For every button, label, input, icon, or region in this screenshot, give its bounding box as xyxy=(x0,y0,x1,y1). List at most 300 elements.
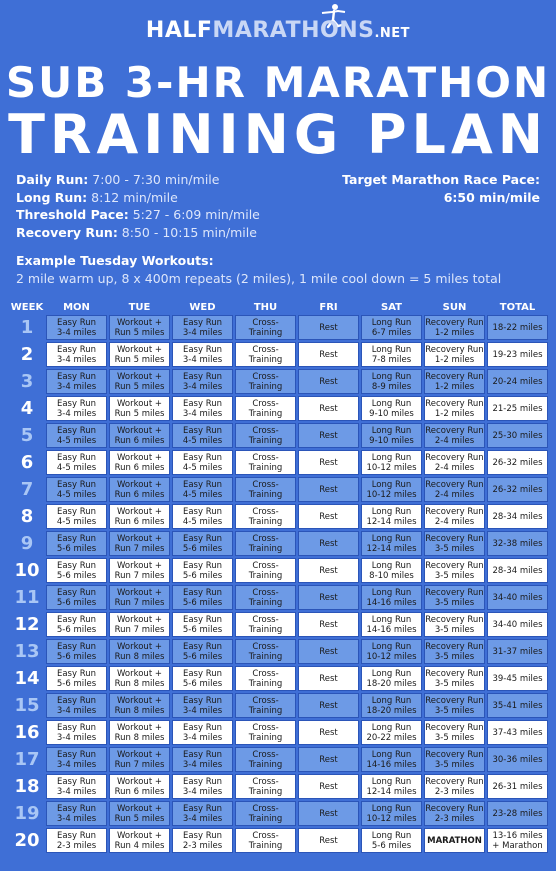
cell-line: Easy Run xyxy=(56,344,97,355)
cell-line: Training xyxy=(248,381,283,392)
cell-thu xyxy=(235,693,296,718)
cell-line: Easy Run xyxy=(182,506,223,517)
cell-tue xyxy=(109,369,170,394)
pace-value: 8:12 min/mile xyxy=(87,189,178,205)
cell-line: Long Run xyxy=(371,587,412,598)
cell-total xyxy=(487,801,548,826)
cell-line: 2-3 miles xyxy=(56,840,97,851)
cell-wed xyxy=(172,531,233,556)
cell-line: Training xyxy=(248,489,283,500)
cell-line: Recovery Run xyxy=(425,398,484,409)
logo-part-net: .NET xyxy=(374,26,411,41)
cell-line: Training xyxy=(248,705,283,716)
cell-tue xyxy=(109,558,170,583)
cell-sun xyxy=(424,801,485,826)
page-title-line1: SUB 3-HR MARATHON xyxy=(5,58,551,107)
cell-line: Long Run xyxy=(371,317,412,328)
cell-line: 1-2 miles xyxy=(434,354,475,365)
cell-fri xyxy=(298,720,359,745)
cell-line: Rest xyxy=(319,457,338,468)
cell-line: 14-16 miles xyxy=(366,759,417,770)
target-pace-label: Target Marathon Race Pace: xyxy=(342,172,540,187)
table-row xyxy=(10,504,548,529)
cell-line: Recovery Run xyxy=(425,425,484,436)
cell-line: 3-4 miles xyxy=(56,759,97,770)
cell-line: Easy Run xyxy=(182,479,223,490)
cell-line: Easy Run xyxy=(56,587,97,598)
cell-thu xyxy=(235,747,296,772)
cell-line: 18-20 miles xyxy=(366,705,417,716)
cell-line: Easy Run xyxy=(56,641,97,652)
week-number: 2 xyxy=(20,344,34,365)
site-logo[interactable] xyxy=(0,18,556,43)
cell-thu xyxy=(235,801,296,826)
cell-thu xyxy=(235,585,296,610)
cell-sun xyxy=(424,477,485,502)
cell-line: Recovery Run xyxy=(425,533,484,544)
cell-line: Workout + xyxy=(117,425,162,436)
cell-line: Workout + xyxy=(117,803,162,814)
column-header: MON xyxy=(63,302,90,313)
cell-line: Easy Run xyxy=(56,317,97,328)
cell-line: Easy Run xyxy=(56,560,97,571)
cell-fri xyxy=(298,558,359,583)
table-row xyxy=(10,828,548,853)
cell-line: Easy Run xyxy=(56,506,97,517)
cell-sat xyxy=(361,720,422,745)
cell-tue xyxy=(109,639,170,664)
cell-line: 26-32 miles xyxy=(492,484,543,495)
cell-line: 5-6 miles xyxy=(56,543,97,554)
cell-line: Run 8 miles xyxy=(114,678,165,689)
cell-sat xyxy=(361,585,422,610)
cell-line: Recovery Run xyxy=(425,641,484,652)
cell-sat xyxy=(361,315,422,340)
cell-line: Rest xyxy=(319,808,338,819)
cell-wed xyxy=(172,612,233,637)
cell-mon xyxy=(46,315,107,340)
column-header: SAT xyxy=(381,302,402,313)
cell-line: Easy Run xyxy=(182,722,223,733)
cell-line: Training xyxy=(248,759,283,770)
cell-line: Workout + xyxy=(117,398,162,409)
cell-line: Run 6 miles xyxy=(114,435,165,446)
cell-line: Workout + xyxy=(117,641,162,652)
cell-line: Easy Run xyxy=(182,425,223,436)
example-workout xyxy=(16,252,501,287)
cell-wed xyxy=(172,801,233,826)
cell-line: Long Run xyxy=(371,344,412,355)
cell-line: 3-4 miles xyxy=(182,732,223,743)
table-row xyxy=(10,477,548,502)
cell-line: Cross- xyxy=(252,803,279,814)
cell-mon xyxy=(46,585,107,610)
cell-line: 3-4 miles xyxy=(182,381,223,392)
cell-total xyxy=(487,315,548,340)
cell-line: Easy Run xyxy=(56,803,97,814)
cell-sat xyxy=(361,828,422,853)
cell-line: 8-10 miles xyxy=(369,570,414,581)
cell-line: Workout + xyxy=(117,614,162,625)
cell-line: Easy Run xyxy=(56,695,97,706)
cell-line: 2-3 miles xyxy=(434,813,475,824)
week-number: 9 xyxy=(20,533,34,554)
example-text: 2 mile warm up, 8 x 400m repeats (2 miles), 1 mile cool down = 5 miles total xyxy=(16,270,502,286)
table-row xyxy=(10,747,548,772)
table-row xyxy=(10,342,548,367)
cell-sat xyxy=(361,693,422,718)
cell-line: 3-5 miles xyxy=(434,624,475,635)
cell-line: Training xyxy=(248,813,283,824)
week-number: 12 xyxy=(14,614,40,635)
cell-line: Training xyxy=(248,435,283,446)
cell-line: Run 5 miles xyxy=(114,408,165,419)
cell-thu xyxy=(235,639,296,664)
cell-line: 19-23 miles xyxy=(492,349,543,360)
cell-line: 3-4 miles xyxy=(182,354,223,365)
pace-threshold xyxy=(16,206,260,224)
cell-line: 30-36 miles xyxy=(492,754,543,765)
cell-line: 2-4 miles xyxy=(434,462,475,473)
cell-line: Cross- xyxy=(252,398,279,409)
week-number: 6 xyxy=(20,452,34,473)
cell-sun xyxy=(424,423,485,448)
cell-tue xyxy=(109,801,170,826)
table-row xyxy=(10,396,548,421)
cell-fri xyxy=(298,423,359,448)
cell-wed xyxy=(172,450,233,475)
cell-line: Workout + xyxy=(117,371,162,382)
cell-line: 8-9 miles xyxy=(371,381,412,392)
cell-line: 14-16 miles xyxy=(366,624,417,635)
cell-line: Long Run xyxy=(371,479,412,490)
cell-line: Run 7 miles xyxy=(114,597,165,608)
cell-total xyxy=(487,369,548,394)
cell-line: Workout + xyxy=(117,722,162,733)
cell-line: 3-4 miles xyxy=(56,705,97,716)
cell-line: Training xyxy=(248,651,283,662)
cell-line: Recovery Run xyxy=(425,371,484,382)
cell-line: 1-2 miles xyxy=(434,381,475,392)
example-heading: Example Tuesday Workouts: xyxy=(16,253,214,268)
logo-part-marathons: MARATHONS xyxy=(212,18,375,43)
cell-total xyxy=(487,396,548,421)
cell-line: 5-6 miles xyxy=(182,678,223,689)
cell-line: Cross- xyxy=(252,614,279,625)
cell-fri xyxy=(298,693,359,718)
cell-mon xyxy=(46,396,107,421)
cell-fri xyxy=(298,369,359,394)
table-row xyxy=(10,423,548,448)
pace-list xyxy=(16,171,260,241)
cell-line: 2-3 miles xyxy=(434,786,475,797)
pace-recovery-run xyxy=(16,224,260,242)
table-row xyxy=(10,315,548,340)
cell-line: 4-5 miles xyxy=(182,435,223,446)
cell-line: Rest xyxy=(319,619,338,630)
cell-line: Workout + xyxy=(117,479,162,490)
cell-line: Rest xyxy=(319,646,338,657)
cell-line: Cross- xyxy=(252,479,279,490)
cell-thu xyxy=(235,828,296,853)
cell-tue xyxy=(109,774,170,799)
cell-line: 34-40 miles xyxy=(492,592,543,603)
cell-total xyxy=(487,477,548,502)
cell-line: 32-38 miles xyxy=(492,538,543,549)
cell-line: 5-6 miles xyxy=(56,570,97,581)
cell-sat xyxy=(361,801,422,826)
cell-sat xyxy=(361,531,422,556)
cell-line: Recovery Run xyxy=(425,587,484,598)
cell-line: Easy Run xyxy=(56,722,97,733)
cell-thu xyxy=(235,450,296,475)
cell-line: Easy Run xyxy=(182,695,223,706)
cell-line: 18-20 miles xyxy=(366,678,417,689)
cell-line: Easy Run xyxy=(56,614,97,625)
cell-line: Long Run xyxy=(371,830,412,841)
cell-total xyxy=(487,720,548,745)
cell-line: 9-10 miles xyxy=(369,408,414,419)
cell-fri xyxy=(298,342,359,367)
cell-tue xyxy=(109,531,170,556)
column-header: TOTAL xyxy=(499,302,536,313)
column-header: TUE xyxy=(128,302,151,313)
cell-mon xyxy=(46,639,107,664)
cell-line: Easy Run xyxy=(56,830,97,841)
cell-tue xyxy=(109,666,170,691)
cell-mon xyxy=(46,342,107,367)
cell-line: Rest xyxy=(319,727,338,738)
cell-line: 9-10 miles xyxy=(369,435,414,446)
cell-wed xyxy=(172,315,233,340)
cell-wed xyxy=(172,342,233,367)
cell-line: + Marathon xyxy=(492,840,543,851)
cell-line: 6-7 miles xyxy=(371,327,412,338)
cell-line: Recovery Run xyxy=(425,749,484,760)
cell-total xyxy=(487,828,548,853)
cell-line: Easy Run xyxy=(56,452,97,463)
cell-line: Training xyxy=(248,354,283,365)
cell-line: Long Run xyxy=(371,722,412,733)
cell-line: Run 5 miles xyxy=(114,327,165,338)
cell-line: Rest xyxy=(319,673,338,684)
cell-sun xyxy=(424,828,485,853)
cell-mon xyxy=(46,801,107,826)
cell-thu xyxy=(235,342,296,367)
cell-sat xyxy=(361,612,422,637)
cell-line: Training xyxy=(248,462,283,473)
cell-line: 5-6 miles xyxy=(56,624,97,635)
cell-thu xyxy=(235,423,296,448)
cell-line: 4-5 miles xyxy=(56,462,97,473)
cell-line: 21-25 miles xyxy=(492,403,543,414)
cell-wed xyxy=(172,747,233,772)
cell-fri xyxy=(298,666,359,691)
cell-line: Rest xyxy=(319,403,338,414)
cell-wed xyxy=(172,504,233,529)
cell-total xyxy=(487,693,548,718)
cell-line: Cross- xyxy=(252,560,279,571)
cell-line: Easy Run xyxy=(56,749,97,760)
cell-line: Easy Run xyxy=(56,668,97,679)
cell-sun xyxy=(424,612,485,637)
cell-line: 39-45 miles xyxy=(492,673,543,684)
cell-thu xyxy=(235,477,296,502)
table-row xyxy=(10,558,548,583)
cell-line: Training xyxy=(248,786,283,797)
cell-tue xyxy=(109,612,170,637)
cell-sat xyxy=(361,666,422,691)
cell-line: 4-5 miles xyxy=(56,489,97,500)
cell-line: 4-5 miles xyxy=(182,516,223,527)
table-header-row xyxy=(10,302,548,313)
cell-thu xyxy=(235,396,296,421)
cell-line: Rest xyxy=(319,430,338,441)
cell-total xyxy=(487,531,548,556)
cell-line: 31-37 miles xyxy=(492,646,543,657)
column-header: FRI xyxy=(319,302,338,313)
cell-sat xyxy=(361,504,422,529)
cell-line: Easy Run xyxy=(56,533,97,544)
cell-line: Long Run xyxy=(371,506,412,517)
cell-total xyxy=(487,558,548,583)
cell-line: Long Run xyxy=(371,776,412,787)
cell-line: Recovery Run xyxy=(425,722,484,733)
cell-line: Run 8 miles xyxy=(114,732,165,743)
cell-line: Workout + xyxy=(117,587,162,598)
cell-line: Cross- xyxy=(252,506,279,517)
cell-line: Rest xyxy=(319,511,338,522)
cell-tue xyxy=(109,693,170,718)
cell-line: Training xyxy=(248,597,283,608)
cell-line: Rest xyxy=(319,349,338,360)
cell-line: Easy Run xyxy=(182,533,223,544)
cell-thu xyxy=(235,774,296,799)
cell-line: Recovery Run xyxy=(425,776,484,787)
cell-line: Recovery Run xyxy=(425,344,484,355)
cell-line: Workout + xyxy=(117,317,162,328)
table-row xyxy=(10,369,548,394)
cell-line: 7-8 miles xyxy=(371,354,412,365)
cell-line: 34-40 miles xyxy=(492,619,543,630)
cell-line: 3-4 miles xyxy=(182,408,223,419)
page-title-line2: TRAINING PLAN xyxy=(8,103,548,166)
cell-line: 10-12 miles xyxy=(366,813,417,824)
cell-line: Rest xyxy=(319,376,338,387)
pace-value: 7:00 - 7:30 min/mile xyxy=(88,172,220,187)
cell-wed xyxy=(172,396,233,421)
table-row xyxy=(10,666,548,691)
cell-total xyxy=(487,612,548,637)
pace-label: Long Run: xyxy=(16,189,88,205)
cell-thu xyxy=(235,612,296,637)
cell-line: 3-4 miles xyxy=(56,408,97,419)
cell-sun xyxy=(424,450,485,475)
cell-line: 3-4 miles xyxy=(56,732,97,743)
cell-line: Cross- xyxy=(252,317,279,328)
cell-sat xyxy=(361,369,422,394)
cell-line: 5-6 miles xyxy=(56,597,97,608)
cell-fri xyxy=(298,396,359,421)
cell-wed xyxy=(172,585,233,610)
cell-line: 12-14 miles xyxy=(366,786,417,797)
cell-line: Long Run xyxy=(371,452,412,463)
pace-value: 8:50 - 10:15 min/mile xyxy=(117,224,257,240)
cell-line: Workout + xyxy=(117,776,162,787)
cell-line: Recovery Run xyxy=(425,452,484,463)
cell-wed xyxy=(172,828,233,853)
cell-sun xyxy=(424,585,485,610)
cell-line: Workout + xyxy=(117,506,162,517)
cell-fri xyxy=(298,531,359,556)
cell-line: Run 7 miles xyxy=(114,759,165,770)
cell-line: Run 5 miles xyxy=(114,813,165,824)
table-row xyxy=(10,531,548,556)
cell-line: Easy Run xyxy=(56,371,97,382)
cell-line: 3-4 miles xyxy=(182,327,223,338)
cell-line: 5-6 miles xyxy=(56,651,97,662)
cell-wed xyxy=(172,423,233,448)
cell-line: 3-5 miles xyxy=(434,597,475,608)
cell-wed xyxy=(172,639,233,664)
cell-fri xyxy=(298,504,359,529)
week-number: 10 xyxy=(14,560,40,581)
week-number: 11 xyxy=(14,587,40,608)
cell-line: Easy Run xyxy=(182,803,223,814)
cell-wed xyxy=(172,693,233,718)
cell-line: Run 7 miles xyxy=(114,570,165,581)
cell-line: 1-2 miles xyxy=(434,327,475,338)
cell-line: Easy Run xyxy=(182,452,223,463)
week-number: 7 xyxy=(20,479,34,500)
cell-line: Rest xyxy=(319,538,338,549)
cell-thu xyxy=(235,720,296,745)
cell-line: Cross- xyxy=(252,425,279,436)
cell-line: 3-5 miles xyxy=(434,543,475,554)
cell-sat xyxy=(361,477,422,502)
cell-line: Workout + xyxy=(117,749,162,760)
pace-daily-run xyxy=(16,171,260,189)
cell-mon xyxy=(46,693,107,718)
cell-line: Easy Run xyxy=(182,776,223,787)
cell-tue xyxy=(109,477,170,502)
cell-sun xyxy=(424,693,485,718)
cell-line: 28-34 miles xyxy=(492,565,543,576)
cell-sat xyxy=(361,639,422,664)
cell-line: Long Run xyxy=(371,371,412,382)
cell-tue xyxy=(109,504,170,529)
cell-line: Run 6 miles xyxy=(114,462,165,473)
cell-tue xyxy=(109,828,170,853)
column-header: WED xyxy=(189,302,216,313)
cell-tue xyxy=(109,396,170,421)
cell-total xyxy=(487,504,548,529)
cell-sat xyxy=(361,423,422,448)
cell-line: Rest xyxy=(319,322,338,333)
cell-sun xyxy=(424,558,485,583)
week-number: 17 xyxy=(14,749,40,770)
cell-fri xyxy=(298,747,359,772)
cell-line: Workout + xyxy=(117,344,162,355)
cell-line: 3-5 miles xyxy=(434,705,475,716)
cell-thu xyxy=(235,504,296,529)
cell-mon xyxy=(46,477,107,502)
cell-line: Cross- xyxy=(252,749,279,760)
cell-line: Easy Run xyxy=(182,371,223,382)
cell-mon xyxy=(46,666,107,691)
cell-line: Easy Run xyxy=(182,668,223,679)
cell-line: Run 7 miles xyxy=(114,624,165,635)
